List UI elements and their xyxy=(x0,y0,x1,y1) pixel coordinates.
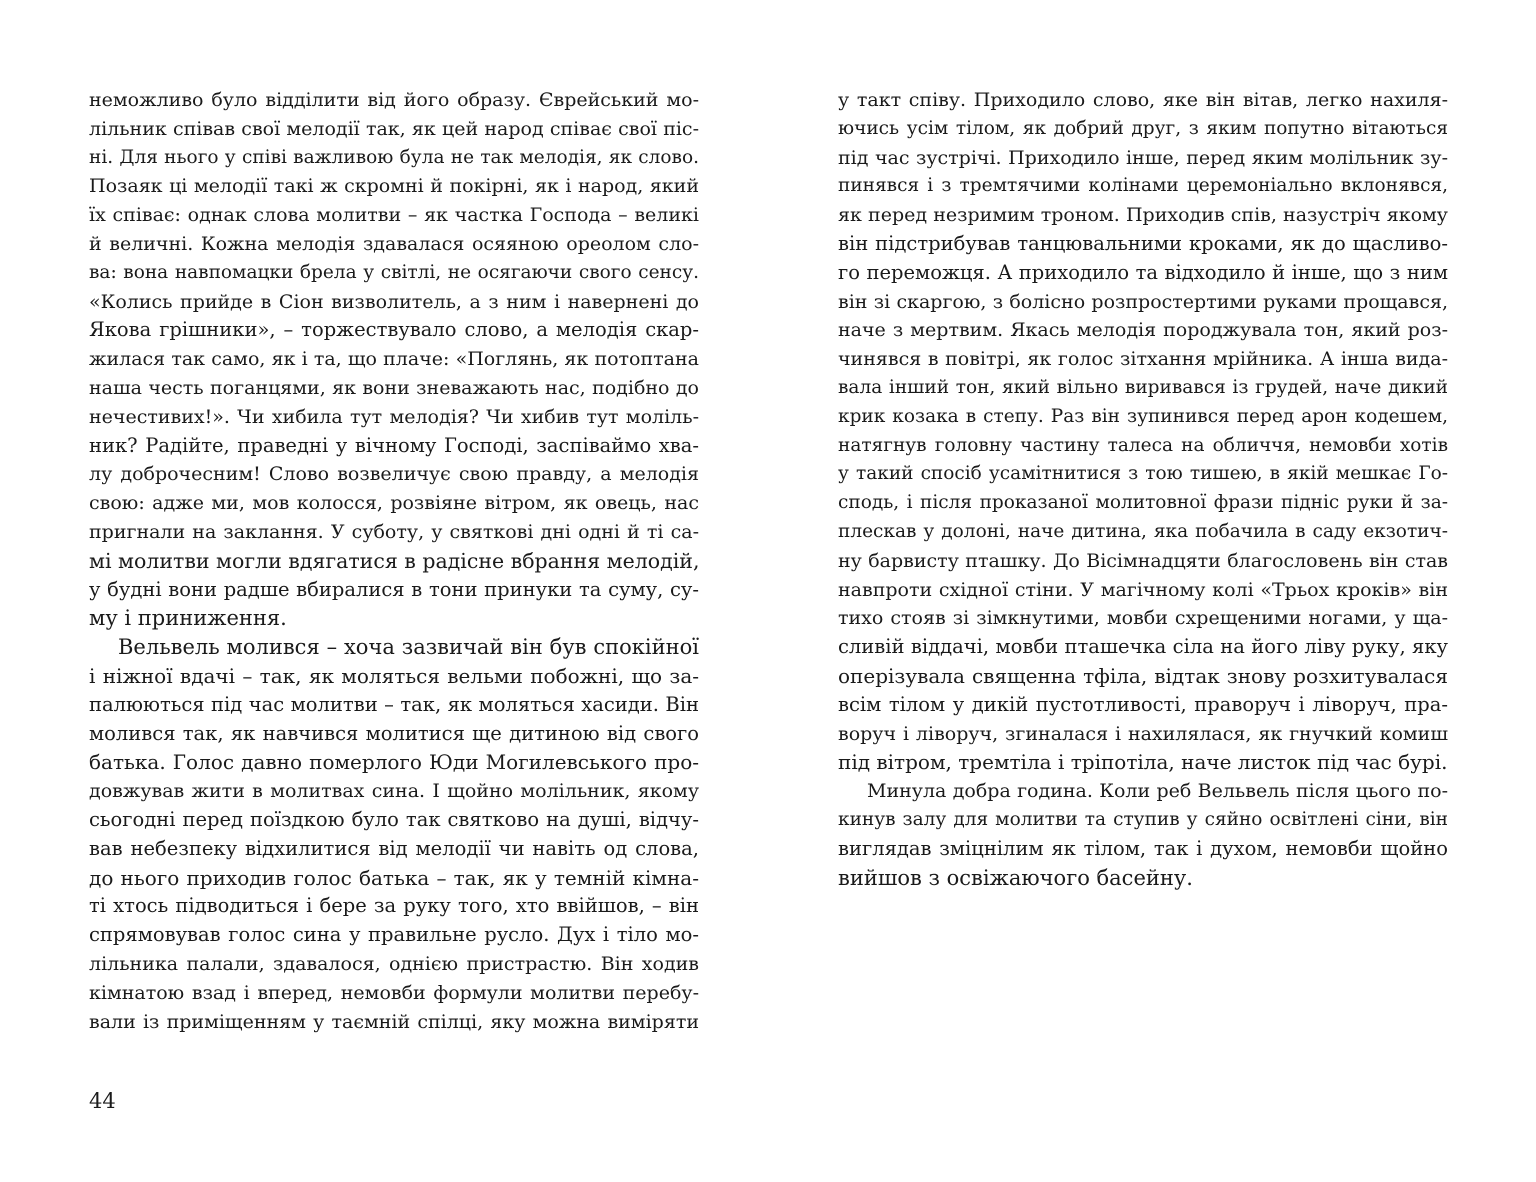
text-line: Позаяк ці мелодії такі ж скромні й покірні, як і народ, який xyxy=(89,175,699,198)
left-page xyxy=(89,86,699,1036)
text-line: ну барвисту пташку. До Вісімнадцяти благословень він став xyxy=(838,549,1448,572)
left-page-text xyxy=(89,86,699,1036)
text-line: під вітром, тремтіла і тріпотіла, наче листок під час бурі. xyxy=(838,750,1448,775)
text-line: ник? Радійте, праведні у вічному Господі, заспіваймо хва- xyxy=(89,433,699,457)
text-line: наша честь поганцями, як вони зневажають нас, подібно до xyxy=(89,376,699,399)
text-line: як перед незримим троном. Приходив спів, назустріч якому xyxy=(838,204,1448,227)
text-line: ва: вона навпомацки брела у світлі, не осягаючи свого сенсу. xyxy=(89,261,699,283)
text-line: лільника палали, здавалося, однією пристрастю. Він ходив xyxy=(89,952,699,975)
text-line: пригнали на заклання. У суботу, у святкові дні одні й ті са- xyxy=(89,520,699,543)
text-line: чинявся в повітрі, як голос зітхання мрійника. А інша вида- xyxy=(838,348,1448,371)
text-line: у такий спосіб усамітнитися з тою тишею, в якій мешкає Го- xyxy=(838,463,1448,485)
text-line: ні. Для нього у співі важливою була не так мелодія, як слово. xyxy=(89,146,699,168)
text-line: спрямовував голос сина у правильне русло. Дух і тіло мо- xyxy=(89,923,699,947)
text-line: лу доброчесним! Слово возвеличує свою правду, а мелодія xyxy=(89,463,699,486)
text-line: му і приниження. xyxy=(89,606,287,631)
text-line: мі молитви могли вдягатися в радісне вбрання мелодій, xyxy=(89,548,700,573)
text-line: вав небезпеку відхилитися від мелодії чи навіть од слова, xyxy=(89,836,699,860)
text-line: й величні. Кожна мелодія здавалася осяяною ореолом сло- xyxy=(89,232,699,255)
text-line: вийшов з освіжаючого басейну. xyxy=(838,865,1193,890)
text-line: наче з мертвим. Якась мелодія породжувала тон, який роз- xyxy=(838,319,1448,342)
text-line: їх співає: однак слова молитви – як частка Господа – великі xyxy=(89,204,699,227)
text-line: ті хтось підводиться і бере за руку того, хто ввійшов, – він xyxy=(89,894,699,918)
text-line: пинявся і з тремтячими колінами церемоніально вклонявся, xyxy=(838,175,1448,197)
text-line: жилася так само, як і та, що плаче: «Поглянь, як потоптана xyxy=(89,348,699,371)
right-page xyxy=(838,86,1448,892)
page-number: 44 xyxy=(89,1089,116,1113)
text-line: батька. Голос давно померлого Юди Могилевського про- xyxy=(89,750,699,775)
right-page-text xyxy=(838,86,1448,892)
text-line: тихо стояв зі зімкнутими, мовби схрещеними ногами, у ща- xyxy=(838,607,1448,630)
text-line: у такт співу. Приходило слово, яке він вітав, легко нахиля- xyxy=(838,89,1448,111)
text-line: нечестивих!». Чи хибила тут мелодія? Чи хибив тут моліль- xyxy=(89,405,699,428)
text-line: плескав у долоні, наче дитина, яка побачила в саду екзотич- xyxy=(838,520,1448,542)
text-line: вали із приміщенням у таємній спілці, яку можна виміряти xyxy=(89,1010,699,1033)
text-line: молився так, як навчився молитися ще дитиною від свого xyxy=(89,721,699,745)
text-line: виглядав зміцнілим як тілом, так і духом, немовби щойно xyxy=(838,836,1448,860)
text-line: воруч і ліворуч, згиналася і нахилялася, як гнучкий комиш xyxy=(838,722,1448,745)
text-line: Минула добра година. Коли реб Вельвель після цього по- xyxy=(867,780,1448,803)
text-line: неможливо було відділити від його образу. Єврейський мо- xyxy=(89,89,699,111)
text-line: вала інший тон, який вільно виривався із грудей, наче дикий xyxy=(838,376,1448,398)
text-line: крик козака в степу. Раз він зупинився перед арон кодешем, xyxy=(838,405,1448,427)
text-line: палюються під час молитви – так, як моляться хасиди. Він xyxy=(89,692,699,716)
text-line: свою: адже ми, мов колосся, розвіяне вітром, як овець, нас xyxy=(89,492,699,515)
text-line: «Колись прийде в Сіон визволитель, а з ним і навернені до xyxy=(89,290,699,313)
text-line: він підстрибував танцювальними кроками, як до щасливо- xyxy=(838,231,1448,255)
text-line: лільник співав свої мелодії так, як цей народ співає свої піс- xyxy=(89,117,699,140)
text-line: ючись усім тілом, як добрий друг, з яким попутно вітаються xyxy=(838,117,1448,139)
text-line: навпроти східної стіни. У магічному колі «Трьох кроків» він xyxy=(838,578,1448,601)
text-line: всім тілом у дикій пустотливості, праворуч і ліворуч, пра- xyxy=(838,692,1448,716)
text-line: кинув залу для молитви та ступив у сяйно освітлені сіни, він xyxy=(838,808,1448,830)
text-line: сподь, і після проказаної молитовної фрази підніс руки й за- xyxy=(838,492,1448,514)
text-line: довжував жити в молитвах сина. І щойно молільник, якому xyxy=(89,780,699,803)
text-line: під час зустрічі. Приходило інше, перед яким молільник зу- xyxy=(838,146,1448,169)
text-line: і ніжної вдачі – так, як моляться вельми побожні, що за- xyxy=(89,663,699,688)
text-line: він зі скаргою, з болісно розпростертими руками прощався, xyxy=(838,290,1448,313)
text-line: Якова грішники», – торжествувало слово, а мелодія скар- xyxy=(89,318,699,342)
text-line: сливій віддачі, мовби пташечка сіла на його ліву руку, яку xyxy=(838,635,1448,659)
text-line: го переможця. А приходило та відходило й інше, що з ним xyxy=(838,260,1448,284)
text-line: Вельвель молився – хоча зазвичай він був спокійної xyxy=(118,635,699,660)
text-line: сьогодні перед поїздкою було так святково на душі, відчу- xyxy=(89,807,699,831)
text-line: у будні вони радше вбиралися в тони принуки та суму, су- xyxy=(89,577,699,601)
text-line: оперізувала священна тфіла, відтак знову розхитувалася xyxy=(838,663,1448,688)
text-line: натягнув головну частину талеса на обличчя, немовби хотів xyxy=(838,434,1448,456)
text-line: кімнатою взад і вперед, немовби формули молитви перебу- xyxy=(89,981,699,1004)
text-line: до нього приходив голос батька – так, як у темній кімна- xyxy=(89,865,699,890)
